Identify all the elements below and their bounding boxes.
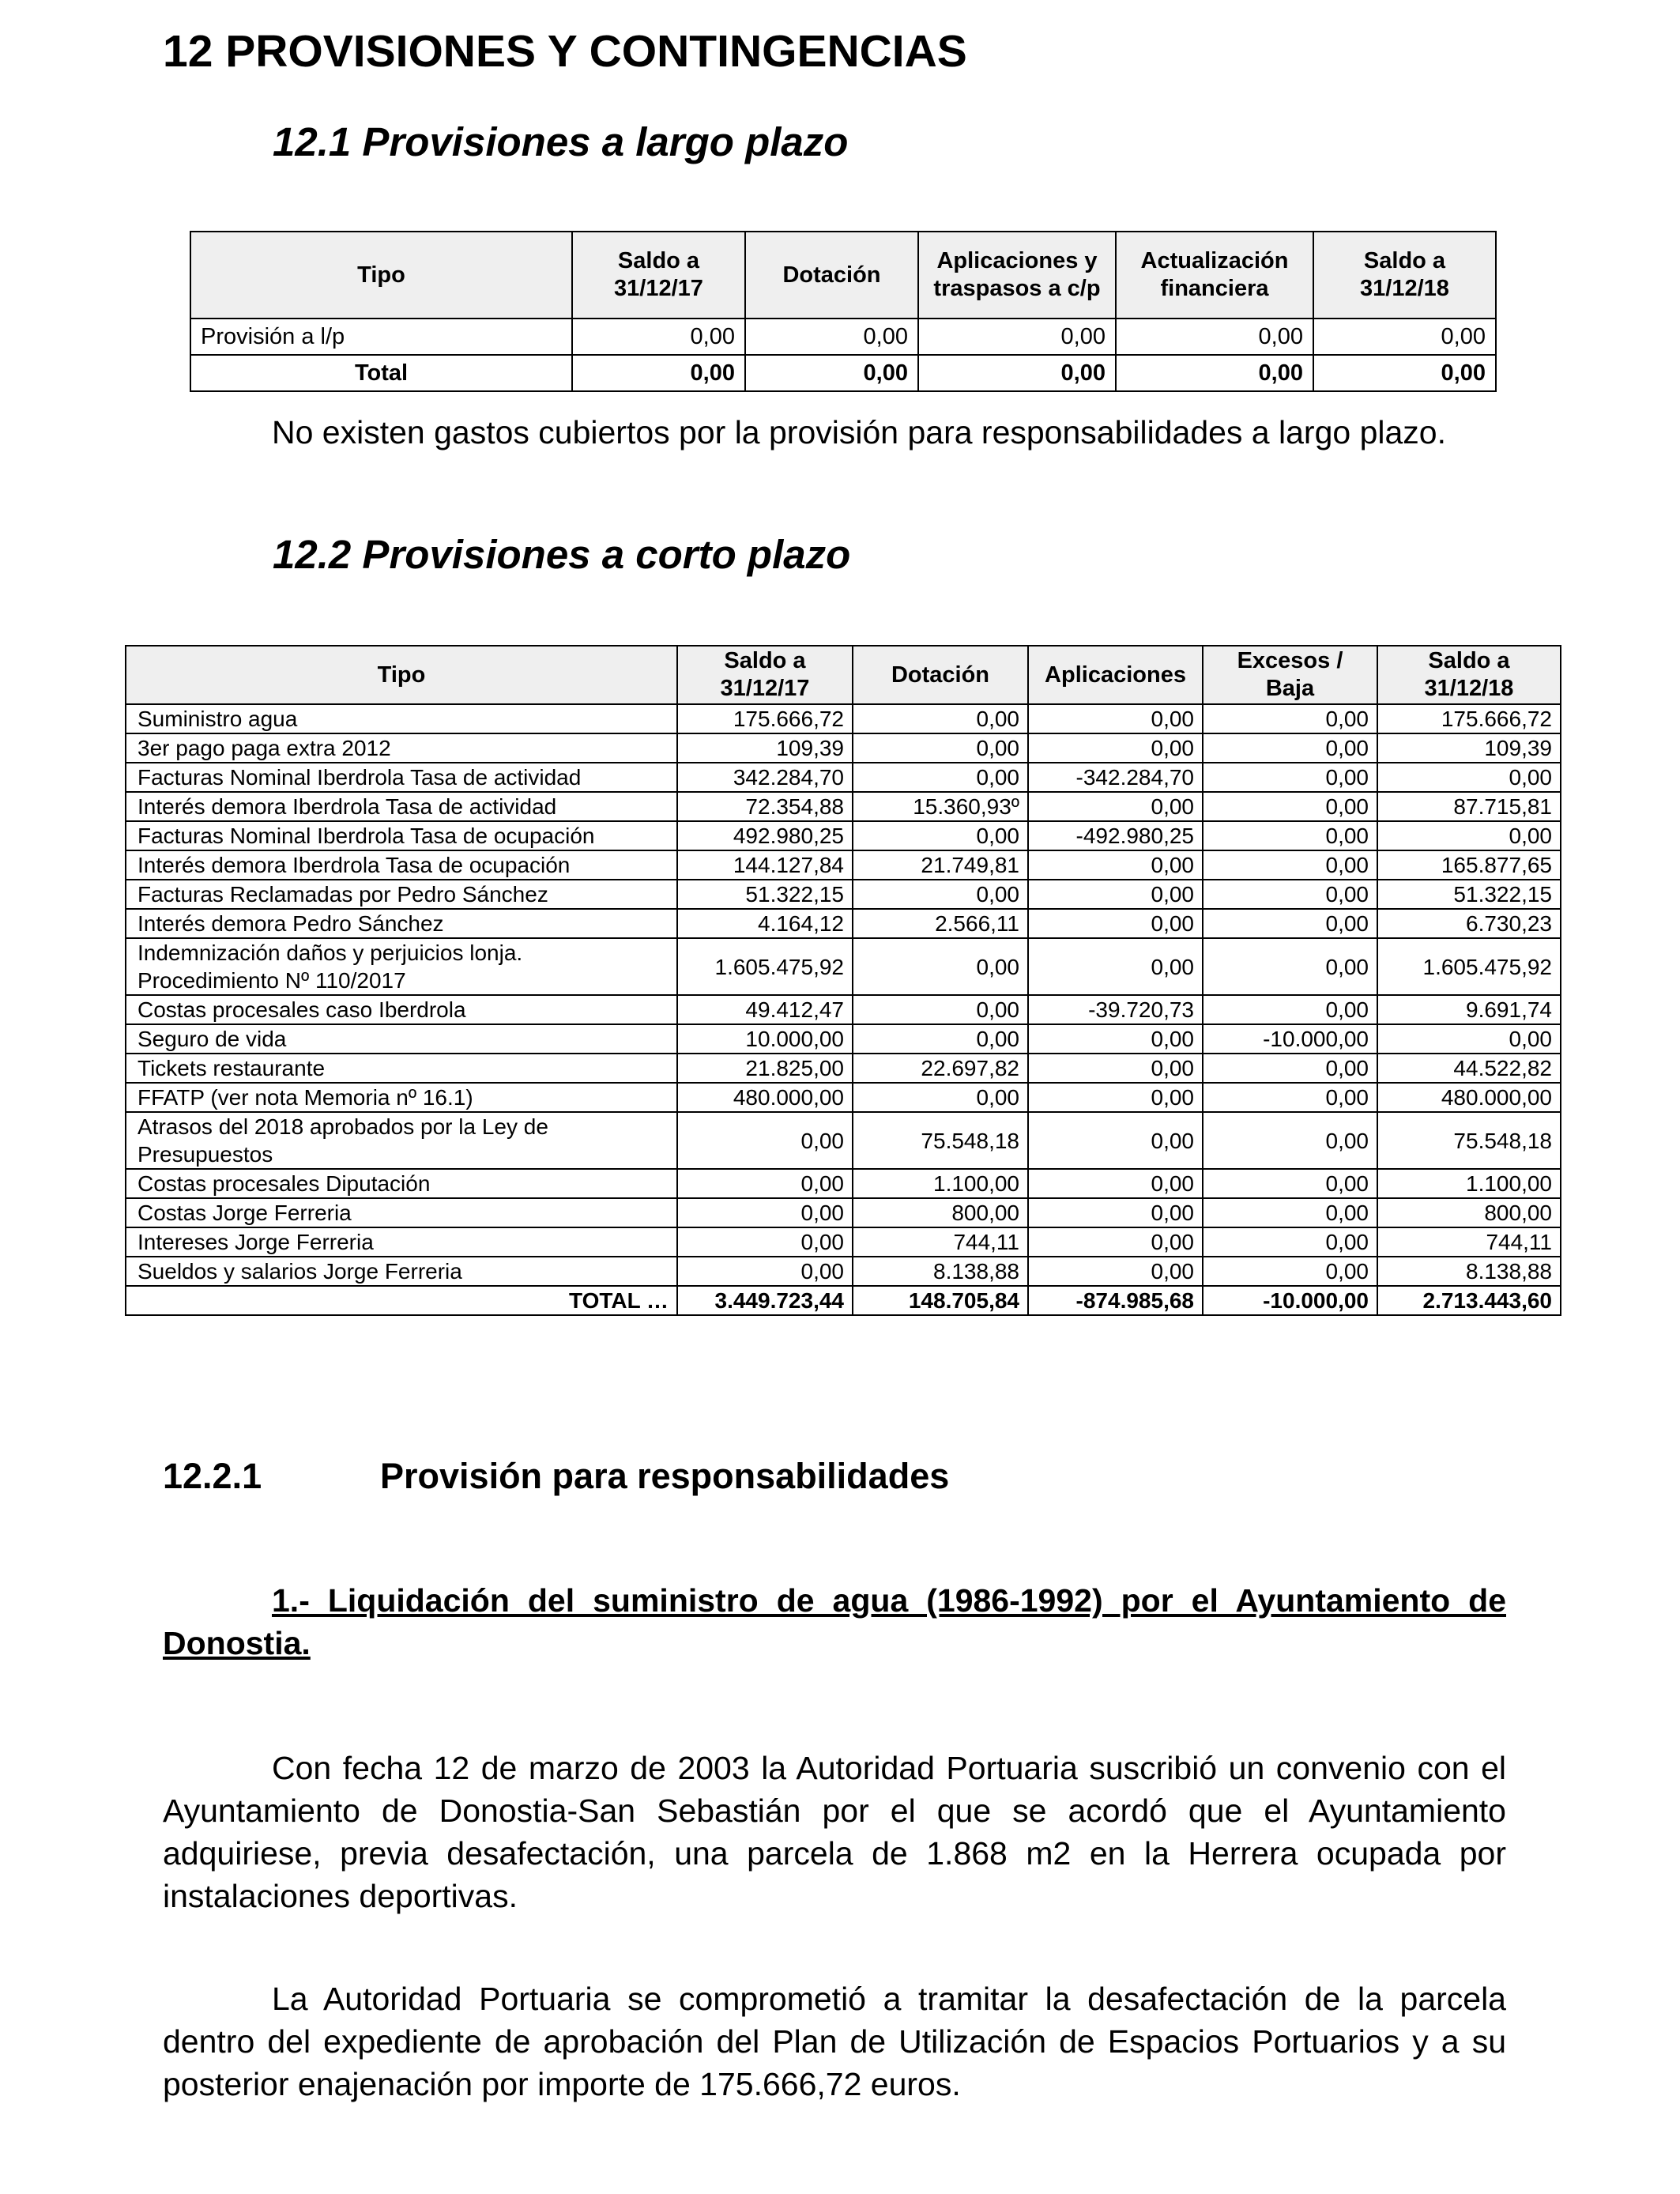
table-cell: 0,00: [1203, 909, 1377, 938]
table-cell: 109,39: [677, 733, 853, 763]
long-term-provisions-table: [190, 231, 1497, 392]
table-cell: 165.877,65: [1377, 850, 1561, 880]
table-cell: 744,11: [853, 1227, 1028, 1257]
paragraph-desafectacion: [163, 1977, 1506, 2105]
table-cell: -10.000,00: [1203, 1286, 1377, 1315]
table-cell: -39.720,73: [1028, 995, 1203, 1024]
table-cell: 0,00: [1313, 355, 1496, 391]
table-cell: 0,00: [853, 880, 1028, 909]
table-cell: 0,00: [1028, 704, 1203, 733]
table-cell: 0,00: [677, 1198, 853, 1227]
table-cell: 0,00: [1203, 1198, 1377, 1227]
table-row: [126, 1024, 1561, 1054]
table-cell: 0,00: [677, 1227, 853, 1257]
table-cell: Suministro agua: [126, 704, 677, 733]
table-cell: 144.127,84: [677, 850, 853, 880]
table-cell: 4.164,12: [677, 909, 853, 938]
table-cell: 0,00: [853, 704, 1028, 733]
table-cell: 175.666,72: [677, 704, 853, 733]
table-cell: 0,00: [745, 355, 918, 391]
table-cell: 0,00: [1028, 1169, 1203, 1198]
table-cell: 0,00: [1203, 1083, 1377, 1112]
table-cell: Interés demora Iberdrola Tasa de actividad: [126, 792, 677, 821]
table-cell: 0,00: [1203, 1227, 1377, 1257]
table-cell: 0,00: [853, 938, 1028, 995]
table-cell: 0,00: [677, 1257, 853, 1286]
table-cell: Provisión a l/p: [190, 319, 572, 355]
table-cell: 0,00: [918, 319, 1116, 355]
table-cell: 109,39: [1377, 733, 1561, 763]
table-cell: TOTAL …: [126, 1286, 677, 1315]
table-row: [126, 909, 1561, 938]
table-cell: 480.000,00: [677, 1083, 853, 1112]
table-row: [126, 850, 1561, 880]
table-cell: 21.825,00: [677, 1054, 853, 1083]
table-row: [126, 1054, 1561, 1083]
table-cell: Facturas Nominal Iberdrola Tasa de ocupación: [126, 821, 677, 850]
table-row: [126, 1169, 1561, 1198]
table-cell: 0,00: [1203, 704, 1377, 733]
subsubsection-number: 12.2.1: [163, 1456, 262, 1496]
column-header: Saldo a 31/12/18: [1377, 646, 1561, 704]
paragraph-text: No existen gastos cubiertos por la provisión para responsabilidades a largo plazo.: [272, 414, 1446, 450]
table-cell: 0,00: [853, 1083, 1028, 1112]
column-header: Aplicaciones y traspasos a c/p: [918, 232, 1116, 319]
table-cell: Indemnización daños y perjuicios lonja. Procedimiento Nº 110/2017: [126, 938, 677, 995]
table-cell: 0,00: [1203, 821, 1377, 850]
column-header: Saldo a 31/12/17: [572, 232, 745, 319]
table-cell: 21.749,81: [853, 850, 1028, 880]
table-header-row: [126, 646, 1561, 704]
table-cell: 15.360,93º: [853, 792, 1028, 821]
table-cell: 72.354,88: [677, 792, 853, 821]
table-cell: Interés demora Pedro Sánchez: [126, 909, 677, 938]
paragraph-text: La Autoridad Portuaria se comprometió a tramitar la desafectación de la parcela dentro del expediente de aprobación del Plan de Utilización de Espacios Portuarios y a su posterior enajenación por importe de 175.666,72 euros.: [163, 1981, 1506, 2102]
table-cell: 75.548,18: [1377, 1112, 1561, 1169]
table-cell: 0,00: [853, 763, 1028, 792]
section-title: 12 PROVISIONES Y CONTINGENCIAS: [163, 26, 967, 77]
table-cell: 0,00: [572, 355, 745, 391]
table-cell: 0,00: [1377, 763, 1561, 792]
table-cell: 8.138,88: [1377, 1257, 1561, 1286]
table-cell: 44.522,82: [1377, 1054, 1561, 1083]
table-cell: 0,00: [853, 1024, 1028, 1054]
table-cell: FFATP (ver nota Memoria nº 16.1): [126, 1083, 677, 1112]
table-cell: 0,00: [1203, 1169, 1377, 1198]
table-cell: 0,00: [1203, 850, 1377, 880]
table-cell: 87.715,81: [1377, 792, 1561, 821]
column-header: Aplicaciones: [1028, 646, 1203, 704]
table-cell: 10.000,00: [677, 1024, 853, 1054]
table-cell: 0,00: [1028, 880, 1203, 909]
table-cell: 1.605.475,92: [677, 938, 853, 995]
item-title: [163, 1579, 1506, 1664]
table-total-row: [190, 355, 1496, 391]
table-row: [126, 938, 1561, 995]
table-cell: 1.605.475,92: [1377, 938, 1561, 995]
table-cell: 51.322,15: [1377, 880, 1561, 909]
item-title-text: 1.- Liquidación del suministro de agua (1986-1992) por el Ayuntamiento de Donostia.: [163, 1582, 1506, 1661]
column-header: Saldo a 31/12/17: [677, 646, 853, 704]
table-cell: 2.566,11: [853, 909, 1028, 938]
column-header: Dotación: [853, 646, 1028, 704]
table-row: [126, 763, 1561, 792]
table-cell: -874.985,68: [1028, 1286, 1203, 1315]
table-cell: Interés demora Iberdrola Tasa de ocupación: [126, 850, 677, 880]
table-cell: 0,00: [1028, 850, 1203, 880]
table-cell: 0,00: [1203, 1257, 1377, 1286]
column-header: Tipo: [126, 646, 677, 704]
table-cell: 0,00: [1028, 938, 1203, 995]
table-row: [126, 1083, 1561, 1112]
table-cell: 0,00: [1028, 1227, 1203, 1257]
table-cell: 800,00: [1377, 1198, 1561, 1227]
paragraph-no-expenses: [163, 411, 1506, 454]
table-cell: 0,00: [1028, 792, 1203, 821]
table-cell: Atrasos del 2018 aprobados por la Ley de Presupuestos: [126, 1112, 677, 1169]
table-cell: 22.697,82: [853, 1054, 1028, 1083]
subsubsection-text: Provisión para responsabilidades: [380, 1456, 950, 1496]
column-header: Actualización financiera: [1116, 232, 1313, 319]
paragraph-text: Con fecha 12 de marzo de 2003 la Autoridad Portuaria suscribió un convenio con el Ayuntamiento de Donostia-San Sebastián por el que se acordó que el Ayuntamiento adquiriese, previa desafectación, una parcela de 1.868 m2 en la Herrera ocupada por instalaciones deportivas.: [163, 1750, 1506, 1914]
table-cell: 51.322,15: [677, 880, 853, 909]
table-row: [126, 821, 1561, 850]
table-cell: -492.980,25: [1028, 821, 1203, 850]
table-row: [126, 792, 1561, 821]
table-cell: -10.000,00: [1203, 1024, 1377, 1054]
table-cell: 0,00: [677, 1112, 853, 1169]
table-cell: 2.713.443,60: [1377, 1286, 1561, 1315]
table-cell: 0,00: [1028, 1198, 1203, 1227]
table-cell: Facturas Nominal Iberdrola Tasa de actividad: [126, 763, 677, 792]
subsection-title-short-term: 12.2 Provisiones a corto plazo: [273, 532, 851, 577]
table-row: [126, 880, 1561, 909]
table-cell: 49.412,47: [677, 995, 853, 1024]
table-cell: 0,00: [745, 319, 918, 355]
table-header-row: [190, 232, 1496, 319]
table-cell: 0,00: [572, 319, 745, 355]
table-cell: 0,00: [1203, 1054, 1377, 1083]
table-row: [126, 1257, 1561, 1286]
table-cell: Costas Jorge Ferreria: [126, 1198, 677, 1227]
table-cell: 0,00: [677, 1169, 853, 1198]
table-cell: 480.000,00: [1377, 1083, 1561, 1112]
table-cell: 0,00: [853, 821, 1028, 850]
column-header: Dotación: [745, 232, 918, 319]
table-cell: 744,11: [1377, 1227, 1561, 1257]
table-cell: Total: [190, 355, 572, 391]
table-cell: 0,00: [1028, 1083, 1203, 1112]
table-cell: 0,00: [1028, 1257, 1203, 1286]
table-cell: 800,00: [853, 1198, 1028, 1227]
table-row: [126, 1112, 1561, 1169]
subsection-title-long-term: 12.1 Provisiones a largo plazo: [273, 119, 849, 164]
table-body: [126, 704, 1561, 1315]
table-cell: 342.284,70: [677, 763, 853, 792]
table-cell: 148.705,84: [853, 1286, 1028, 1315]
table-cell: 0,00: [1203, 763, 1377, 792]
table-cell: 0,00: [1028, 1112, 1203, 1169]
table-cell: Intereses Jorge Ferreria: [126, 1227, 677, 1257]
table-cell: Costas procesales caso Iberdrola: [126, 995, 677, 1024]
table-cell: Facturas Reclamadas por Pedro Sánchez: [126, 880, 677, 909]
table-cell: 0,00: [1203, 1112, 1377, 1169]
table-cell: 0,00: [1313, 319, 1496, 355]
table-cell: Sueldos y salarios Jorge Ferreria: [126, 1257, 677, 1286]
table-row: [126, 1227, 1561, 1257]
table-cell: 8.138,88: [853, 1257, 1028, 1286]
table-cell: 3er pago paga extra 2012: [126, 733, 677, 763]
table-cell: 175.666,72: [1377, 704, 1561, 733]
table-cell: 0,00: [1203, 880, 1377, 909]
table-cell: 0,00: [1028, 733, 1203, 763]
table-cell: 6.730,23: [1377, 909, 1561, 938]
column-header: Tipo: [190, 232, 572, 319]
table-cell: 0,00: [1028, 909, 1203, 938]
table-cell: 3.449.723,44: [677, 1286, 853, 1315]
table-row: [126, 1198, 1561, 1227]
table-cell: 0,00: [1116, 355, 1313, 391]
table-cell: 0,00: [918, 355, 1116, 391]
table-row: [126, 995, 1561, 1024]
table-cell: 0,00: [1377, 1024, 1561, 1054]
table-cell: Tickets restaurante: [126, 1054, 677, 1083]
table-row: [126, 733, 1561, 763]
paragraph-convenio: [163, 1747, 1506, 1917]
table-cell: 0,00: [1203, 938, 1377, 995]
table-cell: 9.691,74: [1377, 995, 1561, 1024]
table-cell: 0,00: [1028, 1024, 1203, 1054]
table-cell: 0,00: [1116, 319, 1313, 355]
table-total-row: [126, 1286, 1561, 1315]
table-cell: 1.100,00: [1377, 1169, 1561, 1198]
table-cell: 0,00: [853, 733, 1028, 763]
table-cell: 0,00: [1377, 821, 1561, 850]
table-cell: 0,00: [1203, 792, 1377, 821]
subsubsection-title: [163, 1456, 949, 1497]
table-cell: -342.284,70: [1028, 763, 1203, 792]
table-row: [126, 704, 1561, 733]
table-cell: 0,00: [1028, 1054, 1203, 1083]
table-cell: 0,00: [853, 995, 1028, 1024]
table-row: [190, 319, 1496, 355]
table-cell: Seguro de vida: [126, 1024, 677, 1054]
table-cell: 492.980,25: [677, 821, 853, 850]
table-cell: 75.548,18: [853, 1112, 1028, 1169]
table-cell: 0,00: [1203, 733, 1377, 763]
table-cell: Costas procesales Diputación: [126, 1169, 677, 1198]
table-cell: 0,00: [1203, 995, 1377, 1024]
short-term-provisions-table: [125, 645, 1561, 1316]
column-header: Excesos / Baja: [1203, 646, 1377, 704]
column-header: Saldo a 31/12/18: [1313, 232, 1496, 319]
table-cell: 1.100,00: [853, 1169, 1028, 1198]
